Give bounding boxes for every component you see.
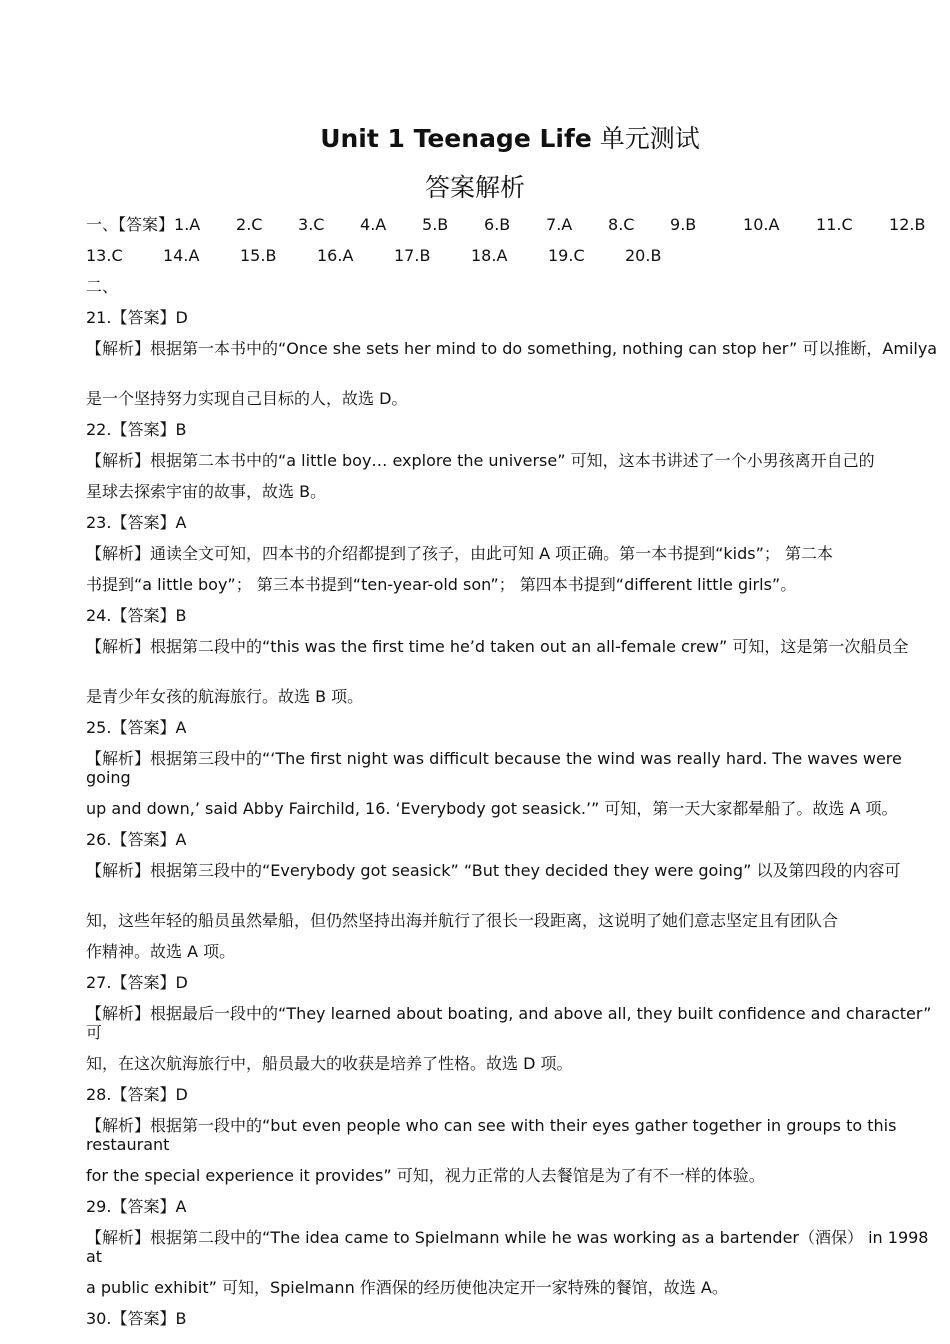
answers-row-1 [86,215,942,246]
answer-item: 4.A [360,215,387,234]
explanation-line: 【解析】通读全文可知，四本书的介绍都提到了孩子，由此可知 A 项正确。第一本书提到“kids”； 第二本 [86,544,833,563]
answer-item: 13.C [86,246,123,265]
answer-item: 18.A [471,246,508,265]
explanation-line: 星球去探索宇宙的故事，故选 B。 [86,482,327,501]
answer-item: 10.A [743,215,780,234]
explanation-line: 是一个坚持努力实现自己目标的人，故选 D。 [86,389,408,408]
answer-header: 30.【答案】B [86,1309,187,1328]
explanation-line: 是青少年女孩的航海旅行。故选 B 项。 [86,687,364,706]
answer-item: 8.C [608,215,635,234]
answer-header: 23.【答案】A [86,513,187,532]
answers-row-2 [86,246,942,277]
answer-item: 12.B [889,215,926,234]
answer-item: 16.A [317,246,354,265]
explanation-line: 【解析】根据第二段中的“this was the first time he’d taken out an all-female crew” 可知，这是第一次船员全 [86,637,909,656]
answer-header: 25.【答案】A [86,718,187,737]
answer-header: 27.【答案】D [86,973,188,992]
explanation-line: 作精神。故选 A 项。 [86,942,236,961]
explanation-line: 【解析】根据第二本书中的“a little boy… explore the universe” 可知，这本书讲述了一个小男孩离开自己的 [86,451,875,470]
answer-item: 15.B [240,246,277,265]
explanation-line: 【解析】根据最后一段中的“They learned about boating, and above all, they built confidence and character” 可 [86,1004,932,1042]
answer-header: 29.【答案】A [86,1197,187,1216]
explanation-line: 【解析】根据第一段中的“but even people who can see with their eyes gather together in groups to this restaurant [86,1116,897,1154]
title-english: Unit 1 Teenage Life [320,124,592,153]
section2-label: 二、 [86,277,119,296]
answer-item: 1.A [174,215,201,234]
explanation-line: for the special experience it provides” 可知，视力正常的人去餐馆是为了有不一样的体验。 [86,1166,765,1185]
title-chinese: 单元测试 [599,124,700,153]
answer-item: 3.C [298,215,325,234]
answer-item: 5.B [422,215,449,234]
explanation-line: 【解析】根据第三段中的“‘The first night was difficult because the wind was really hard. The waves were going [86,749,902,787]
answer-item: 14.A [163,246,200,265]
answer-item: 11.C [816,215,853,234]
section1-prefix: 一、【答案】 [86,215,175,234]
explanation-line: 【解析】根据第一本书中的“Once she sets her mind to do something, nothing can stop her” 可以推断，Amilya [86,339,938,358]
page-subtitle: 答案解析 [424,173,525,202]
answer-item: 6.B [484,215,511,234]
explanation-line: 知，这些年轻的船员虽然晕船，但仍然坚持出海并航行了很长一段距离，这说明了她们意志坚定且有团队合 [86,911,839,930]
answer-item: 17.B [394,246,431,265]
answer-header: 26.【答案】A [86,830,187,849]
answer-item: 9.B [670,215,697,234]
explanation-line: 书提到“a little boy”； 第三本书提到“ten-year-old son”； 第四本书提到“different little girls”。 [86,575,797,594]
answer-body [86,215,942,1340]
explanation-line: a public exhibit” 可知，Spielmann 作酒保的经历使他决定开一家特殊的餐馆，故选 A。 [86,1278,728,1297]
explanation-line: up and down,’ said Abby Fairchild, 16. ‘Everybody got seasick.’” 可知，第一天大家都晕船了。故选 A 项。 [86,799,898,818]
answer-item: 19.C [548,246,585,265]
explanation-line: 【解析】根据第二段中的“The idea came to Spielmann while he was working as a bartender（酒保） in 1998 at [86,1228,929,1266]
answer-header: 21.【答案】D [86,308,188,327]
answer-item: 7.A [546,215,573,234]
page-title [0,122,950,156]
explanation-line: 知，在这次航海旅行中，船员最大的收获是培养了性格。故选 D 项。 [86,1054,573,1073]
answer-item: 20.B [625,246,662,265]
answer-header: 22.【答案】B [86,420,187,439]
answer-header: 28.【答案】D [86,1085,188,1104]
answer-header: 24.【答案】B [86,606,187,625]
answer-item: 2.C [236,215,263,234]
explanation-line: 【解析】根据第三段中的“Everybody got seasick” “But they decided they were going” 以及第四段的内容可 [86,861,901,880]
